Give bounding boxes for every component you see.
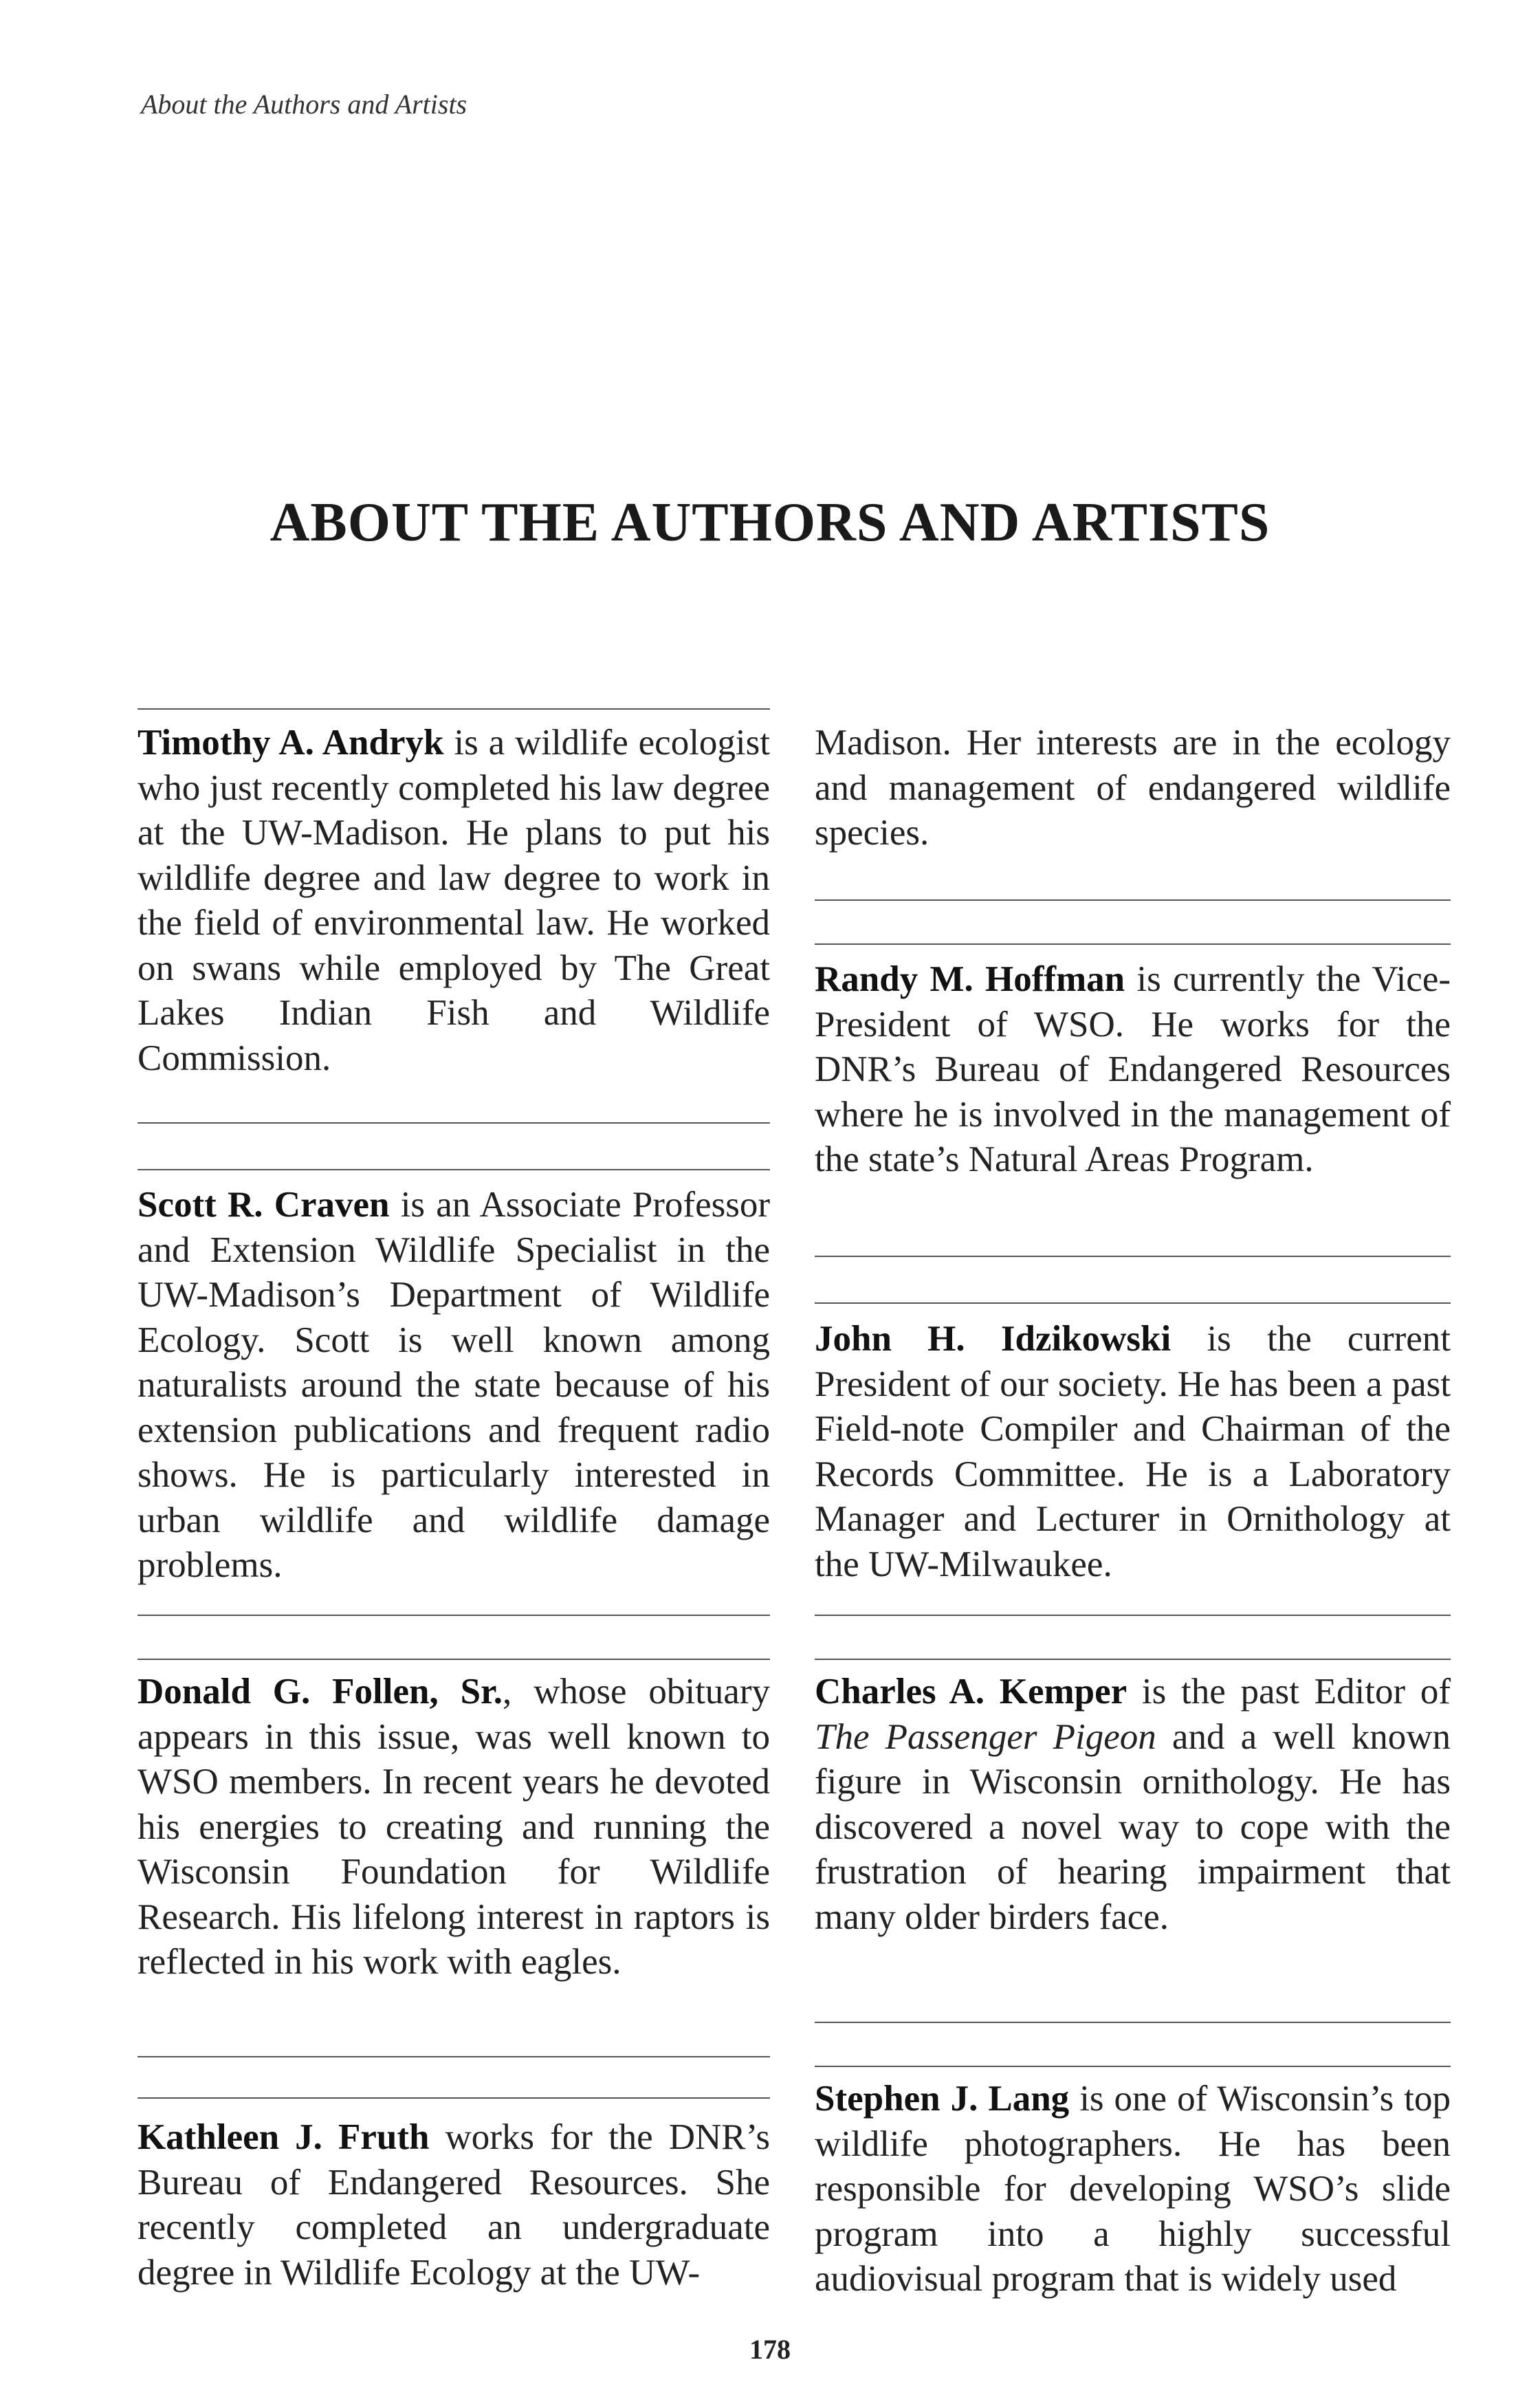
divider-rule [138,1169,770,1170]
divider-rule [138,1659,770,1660]
bio-andryk [138,721,770,1081]
divider-rule [138,1615,770,1616]
author-name: Kathleen J. Fruth [138,2117,430,2157]
divider-rule [138,1122,770,1124]
bio-text: is one of Wisconsin’s top wildlife photographers. He has been responsible for developing WSO’s slide program into a highly successful audiovisual program that is widely used [815,2079,1451,2299]
author-name: Charles A. Kemper [815,1672,1128,1712]
author-name: John H. Idzikowski [815,1319,1172,1359]
divider-rule [815,1659,1451,1660]
bio-text: is currently the Vice-President of WSO. He works for the DNR’s Bureau of Endangered Resources where he is involved in the management of the state’s Natural Areas Program. [815,959,1451,1179]
author-name: Randy M. Hoffman [815,959,1125,999]
divider-rule [815,943,1451,945]
divider-rule [815,1615,1451,1616]
author-name: Stephen J. Lang [815,2079,1070,2119]
bio-text: , whose obituary appears in this issue, was well known to WSO members. In recent years he devoted his energies to creating and running the Wisconsin Foundation for Wildlife Research. His lifelong interest in raptors is reflected in his work with eagles. [138,1672,770,1982]
bio-text: Madison. Her interests are in the ecology and management of endangered wildlife species. [815,723,1451,853]
bio-craven [138,1183,770,1588]
bio-kemper [815,1670,1451,1940]
bio-text: is the current President of our society. He has been a past Field-note Compiler and Chairman of the Records Committee. He is a Laboratory Manager and Lecturer in Ornithology at the UW-Milwaukee. [815,1319,1451,1584]
author-name: Timothy A. Andryk [138,723,444,763]
author-name: Donald G. Follen, Sr. [138,1672,503,1712]
bio-idzikowski [815,1317,1451,1587]
divider-rule [138,2097,770,2099]
bio-text: works for the DNR’s Bureau of Endangered Resources. She recently completed an undergraduate degree in Wildlife Ecology at the UW- [138,2117,770,2293]
bio-hoffman [815,957,1451,1183]
divider-rule [138,2056,770,2057]
author-name: Scott R. Craven [138,1185,390,1225]
running-head: About the Authors and Artists [141,89,468,120]
journal-title: The Passenger Pigeon [815,1716,1156,1757]
divider-rule [815,899,1451,901]
divider-rule [815,1302,1451,1304]
divider-rule [138,708,770,710]
bio-fruth-continued [815,721,1451,856]
bio-fruth [138,2115,770,2295]
page-title: ABOUT THE AUTHORS AND ARTISTS [270,492,1270,553]
bio-lang [815,2077,1451,2302]
bio-text: is the past Editor of [1127,1672,1451,1712]
divider-rule [815,2066,1451,2067]
bio-text: is a wildlife ecologist who just recently completed his law degree at the UW-Madison. He plans to put his wildlife degree and law degree to work in the field of environmental law. He worked on swans while employed by The Great Lakes Indian Fish and Wildlife Commission. [138,723,771,1078]
page-number: 178 [749,2334,791,2365]
divider-rule [815,2022,1451,2023]
bio-text: and a well known figure in Wisconsin ornithology. He has discovered a novel way to cope with the frustration of hearing impairment that many older birders face. [815,1716,1451,1937]
bio-follen [138,1670,770,1985]
divider-rule [815,1256,1451,1257]
bio-text: is an Associate Professor and Extension Wildlife Specialist in the UW-Madison’s Department of Wildlife Ecology. Scott is well known among naturalists around the state because of his extension publications and frequent radio shows. He is particularly interested in urban wildlife and wildlife damage problems. [138,1185,770,1585]
